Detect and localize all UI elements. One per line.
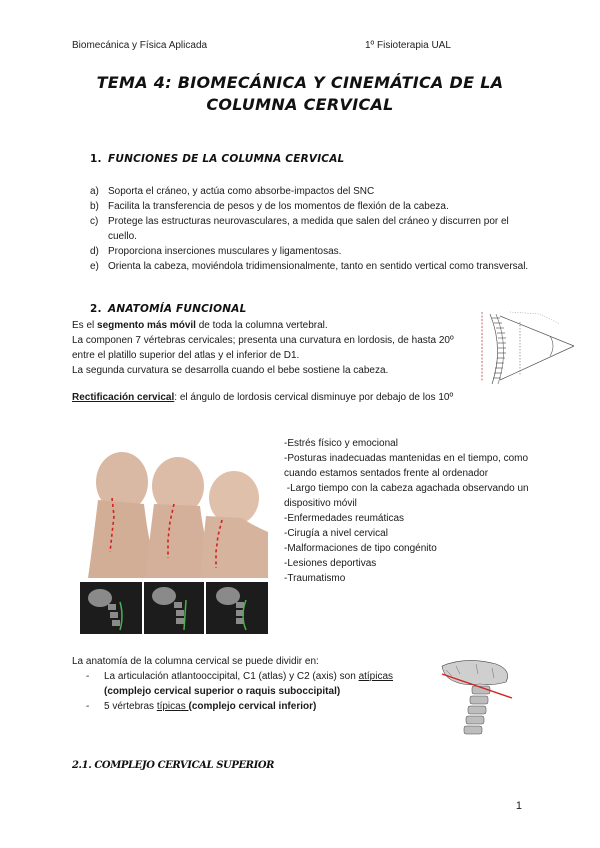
head-posture-image [82,440,268,578]
list-item: - La articulación atlantooccipital, C1 (atlas) y C2 (axis) son atípicas (complejo cervical superior o raquis suboccipital) [86,671,394,697]
list-item: -Largo tiempo con la cabeza agachada observando un dispositivo móvil [284,483,532,509]
list-item: b) Facilita la transferencia de pesos y de los momentos de flexión de la cabeza. [90,201,449,212]
list-item: e) Orienta la cabeza, moviéndola tridimensionalmente, tanto en sentido vertical como transversal. [90,261,529,272]
section-2-title: ANATOMÍA FUNCIONAL [108,303,247,315]
header-subject: Biomecánica y Física Aplicada [72,40,208,51]
section-1-heading [90,152,344,168]
list-item: - 5 vértebras típicas (complejo cervical inferior) [86,701,317,712]
section-1-number: 1. [90,153,102,165]
rectification-paragraph: Rectificación cervical: el ángulo de lordosis cervical disminuye por debajo de los 10º [72,392,454,403]
list-item: -Malformaciones de tipo congénito [284,543,437,554]
title-line-2: COLUMNA CERVICAL [206,95,394,114]
list-item: -Lesiones deportivas [284,558,377,569]
list-item: d) Proporciona inserciones musculares y ligamentosas. [90,246,342,257]
section-2-heading [90,302,247,318]
division-intro: La anatomía de la columna cervical se puede dividir en: [72,656,319,667]
curvature-line: La componen 7 vértebras cervicales; presenta una curvatura en lordosis, de hasta 20º entre el platillo superior del atlas y el inferior de D1. [72,335,454,361]
division-paragraph [72,654,432,714]
list-item: -Enfermedades reumáticas [284,513,405,524]
page-title [0,72,600,116]
causes-list [284,436,534,586]
page-number: 1 [515,800,522,812]
second-curvature-line: La segunda curvatura se desarrolla cuando el bebe sostiene la cabeza. [72,365,389,376]
header-course: 1º Fisioterapia UAL [365,40,451,51]
section-2-1-heading: 2.1. COMPLEJO CERVICAL SUPERIOR [72,760,275,771]
spine-curvature-diagram [470,308,582,388]
division-list [72,669,432,714]
list-item: -Estrés físico y emocional [284,438,398,449]
anatomy-paragraph [72,318,454,378]
upper-cervical-sketch [436,656,526,736]
functions-list [90,184,530,274]
xray-images [80,582,268,634]
title-line-1: TEMA 4: BIOMECÁNICA Y CINEMÁTICA DE LA [96,73,504,92]
list-item: -Posturas inadecuadas mantenidas en el tiempo, como cuando estamos sentados frente al ordenador [284,453,529,479]
rectification-term: Rectificación cervical [72,392,175,403]
list-item: c) Protege las estructuras neurovasculares, a medida que salen del cráneo y discurren por el cuello. [90,216,509,242]
list-item: -Cirugía a nivel cervical [284,528,388,539]
list-item: a) Soporta el cráneo, y actúa como absorbe-impactos del SNC [90,186,375,197]
list-item: -Traumatismo [284,573,346,584]
section-2-number: 2. [90,303,102,315]
section-1-title: FUNCIONES DE LA COLUMNA CERVICAL [108,153,345,165]
intro-line: Es el segmento más móvil de toda la columna vertebral. [72,320,328,331]
